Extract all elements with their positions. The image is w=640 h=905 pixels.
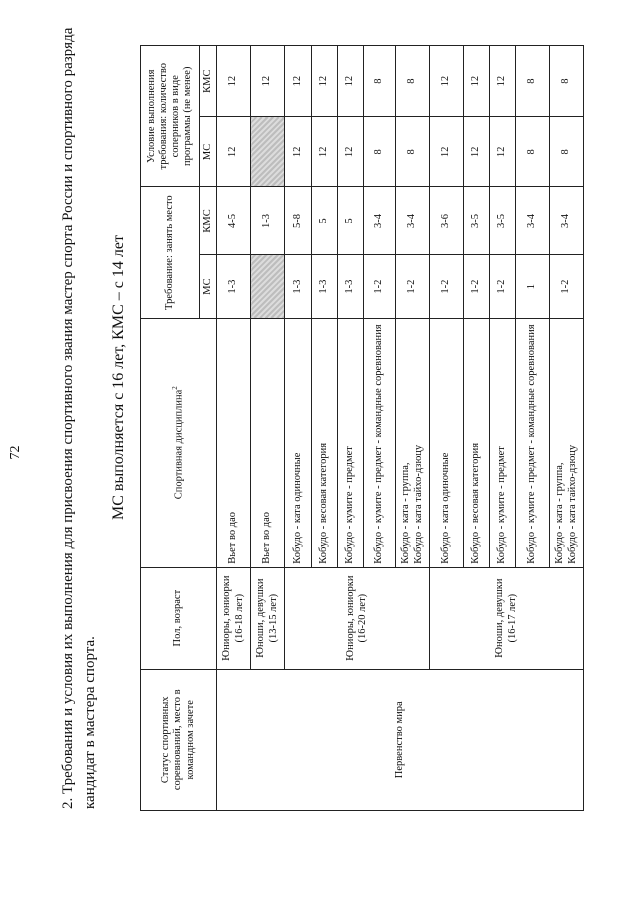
discipline-cell: Кобудо - кумите - предмет - командные соревнования	[516, 318, 550, 567]
header-discipline: Спортивная дисциплина$^2$	[141, 318, 217, 567]
cond-kms-cell: 8	[364, 46, 396, 117]
cond-kms-cell: 12	[251, 46, 285, 117]
table-row	[217, 46, 251, 811]
header-cond-kms: КМС	[200, 46, 217, 117]
place-ms-cell: 1	[516, 255, 550, 318]
header-condition-requirement: Условие выполнения требования: количество соперников в виде программы (не менее)	[141, 46, 200, 188]
discipline-cell: Кобудо - весовая категория	[464, 318, 490, 567]
discipline-cell: Кобудо - ката одиночные	[285, 318, 312, 567]
place-kms-cell: 3-6	[430, 187, 464, 255]
discipline-cell: Кобудо - кумите - предмет	[490, 318, 516, 567]
cond-ms-cell: 12	[338, 117, 364, 187]
cond-ms-cell: 8	[364, 117, 396, 187]
group-cell: Юниоры, юниорки (16-18 лет)	[217, 567, 251, 669]
requirements-table	[140, 45, 584, 811]
place-ms-cell: 1-3	[285, 255, 312, 318]
cond-ms-cell: 8	[550, 117, 584, 187]
cond-kms-cell: 12	[312, 46, 338, 117]
place-kms-cell: 5	[338, 187, 364, 255]
age-requirement-note: МС выполняется с 16 лет, КМС – с 14 лет	[110, 235, 127, 520]
cond-ms-cell: 12	[285, 117, 312, 187]
discipline-cell: Кобудо - ката - группа, Кобудо - ката тайхо-дзюцу	[550, 318, 584, 567]
discipline-cell: Вьет во дао	[251, 318, 285, 567]
section-heading-line2: кандидат в мастера спорта.	[82, 636, 98, 809]
place-ms-cell: 1-3	[217, 255, 251, 318]
cond-kms-cell: 12	[490, 46, 516, 117]
place-kms-cell: 5-8	[285, 187, 312, 255]
place-ms-cell: 1-3	[312, 255, 338, 318]
cond-kms-cell: 12	[217, 46, 251, 117]
status-cell: Первенство мира	[217, 669, 584, 810]
cond-ms-cell: 12	[490, 117, 516, 187]
header-place-ms: МС	[200, 255, 217, 318]
place-ms-cell: 1-2	[430, 255, 464, 318]
cond-ms-cell: 12	[217, 117, 251, 187]
place-ms-cell: 1-2	[464, 255, 490, 318]
discipline-cell: Кобудо - кумите - предмет	[338, 318, 364, 567]
place-kms-cell: 3-5	[490, 187, 516, 255]
cond-ms-cell: 8	[516, 117, 550, 187]
place-kms-cell: 4-5	[217, 187, 251, 255]
cond-kms-cell: 8	[516, 46, 550, 117]
place-ms-cell: 1-2	[364, 255, 396, 318]
group-cell: Юниоры, юниорки (16-20 лет)	[285, 567, 430, 669]
table-header-row-1	[141, 46, 200, 811]
discipline-cell: Кобудо - весовая категория	[312, 318, 338, 567]
cond-kms-cell: 12	[285, 46, 312, 117]
header-place-requirement: Требование: занять место	[141, 187, 200, 318]
place-kms-cell: 3-4	[396, 187, 430, 255]
cond-ms-cell: 8	[396, 117, 430, 187]
place-ms-cell: 1-2	[550, 255, 584, 318]
cond-kms-cell: 12	[430, 46, 464, 117]
section-heading-line1: 2. Требования и условия их выполнения для присвоения спортивного звания мастер спорта России и спортивного разряда	[60, 27, 76, 809]
cond-ms-cell: 12	[430, 117, 464, 187]
header-status: Статус спортивных соревнований, место в командном зачете	[141, 669, 217, 810]
discipline-cell: Кобудо - ката - группа, Кобудо - ката тайхо-дзюцу	[396, 318, 430, 567]
discipline-cell: Кобудо - кумите - предмет - командные соревнования	[364, 318, 396, 567]
cond-kms-cell: 12	[464, 46, 490, 117]
place-kms-cell: 1-3	[251, 187, 285, 255]
place-kms-cell: 3-4	[516, 187, 550, 255]
place-ms-cell-shaded	[251, 255, 285, 318]
cond-ms-cell: 12	[464, 117, 490, 187]
cond-kms-cell: 8	[396, 46, 430, 117]
header-place-kms: КМС	[200, 187, 217, 255]
cond-ms-cell: 12	[312, 117, 338, 187]
group-cell: Юноши, девушки (16-17 лет)	[430, 567, 584, 669]
place-kms-cell: 3-4	[550, 187, 584, 255]
place-ms-cell: 1-2	[396, 255, 430, 318]
place-kms-cell: 3-4	[364, 187, 396, 255]
page-number: 72	[8, 445, 23, 460]
place-ms-cell: 1-3	[338, 255, 364, 318]
group-cell: Юноши, девушки (13-15 лет)	[251, 567, 285, 669]
place-ms-cell: 1-2	[490, 255, 516, 318]
place-kms-cell: 3-5	[464, 187, 490, 255]
cond-kms-cell: 8	[550, 46, 584, 117]
header-cond-ms: МС	[200, 117, 217, 187]
discipline-cell: Кобудо - ката одиночные	[430, 318, 464, 567]
cond-kms-cell: 12	[338, 46, 364, 117]
cond-ms-cell-shaded	[251, 117, 285, 187]
place-kms-cell: 5	[312, 187, 338, 255]
header-gender-age: Пол, возраст	[141, 567, 217, 669]
discipline-cell: Вьет во дао	[217, 318, 251, 567]
